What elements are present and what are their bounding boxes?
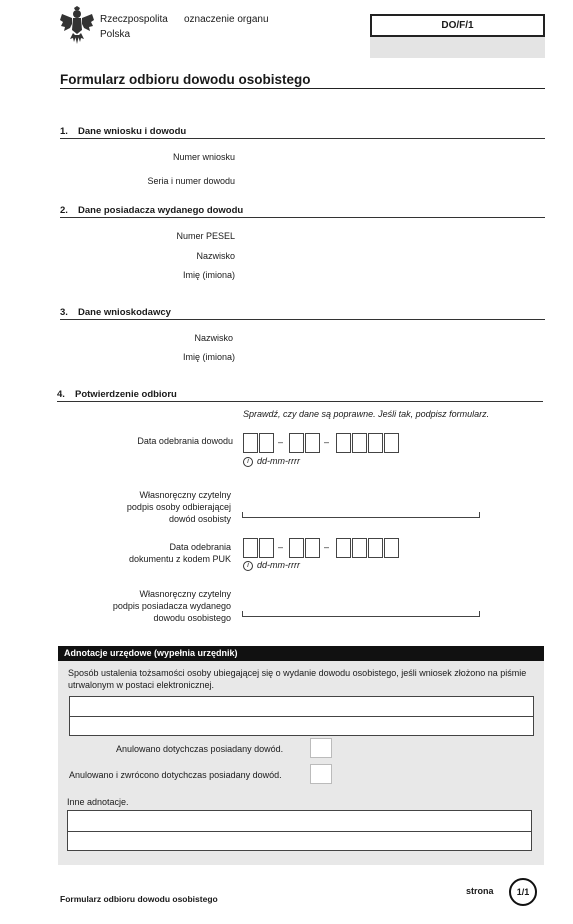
digit-box[interactable]: [259, 538, 274, 558]
digit-box[interactable]: [243, 433, 258, 453]
holder-first-names-label: Imię (imiona): [182, 270, 235, 280]
signature-receiver-field[interactable]: [242, 512, 480, 518]
field-divider: [70, 716, 533, 717]
digit-box[interactable]: [384, 538, 399, 558]
puk-date-month: [289, 538, 321, 558]
signature-holder-label-line3: dowodu osobistego: [153, 613, 231, 623]
signature-receiver-label-line1: Własnoręczny czytelny: [139, 490, 231, 500]
identity-method-text-line1: Sposób ustalenia tożsamości osoby ubiegającej się o wydanie dowodu osobistego, jeśli wniosek złożono na piśmie: [68, 668, 527, 678]
document-id: DO/F/1: [370, 14, 545, 37]
info-icon: i: [243, 457, 253, 467]
official-annotations-heading: Adnotacje urzędowe (wypełnia urzędnik): [58, 646, 544, 661]
digit-box[interactable]: [305, 433, 320, 453]
puk-date-label-line1: Data odebrania: [169, 542, 231, 552]
section-2-number: 2.: [60, 205, 68, 216]
digit-box[interactable]: [289, 538, 304, 558]
signature-receiver-label-line2: podpis osoby odbierającej: [126, 502, 231, 512]
section-3-title: Dane wnioskodawcy: [78, 307, 171, 318]
cancelled-returned-id-label: Anulowano i zwrócono dotychczas posiadany dowód.: [69, 770, 282, 780]
section-4-title: Potwierdzenie odbioru: [75, 389, 177, 400]
other-notes-label: Inne adnotacje.: [67, 797, 129, 807]
receipt-date-format: dd-mm-rrrr: [257, 456, 300, 466]
digit-box[interactable]: [243, 538, 258, 558]
section-3-header: [60, 307, 545, 320]
official-annotations-panel: [58, 646, 544, 865]
signature-receiver-label-line3: dowód osobisty: [168, 514, 231, 524]
receipt-date-label: Data odebrania dowodu: [137, 436, 233, 446]
puk-date-year: [336, 538, 400, 558]
section-4-number: 4.: [57, 389, 65, 400]
country-name-line2: Polska: [100, 29, 131, 40]
applicant-surname-label: Nazwisko: [194, 333, 233, 343]
footer-page-label: strona: [466, 886, 494, 896]
identity-method-text: [68, 667, 538, 691]
applicant-first-names-label: Imię (imiona): [182, 352, 235, 362]
digit-box[interactable]: [336, 538, 351, 558]
section-1-number: 1.: [60, 126, 68, 137]
puk-date-hint: [243, 560, 300, 571]
digit-box[interactable]: [305, 538, 320, 558]
digit-box[interactable]: [384, 433, 399, 453]
section-2-title: Dane posiadacza wydanego dowodu: [78, 205, 244, 216]
signature-holder-label: [90, 588, 231, 624]
form-title: Formularz odbioru dowodu osobistego: [60, 72, 545, 89]
document-id-shaded-field: [370, 37, 545, 58]
date-separator: –: [278, 437, 284, 447]
signature-holder-label-line1: Własnoręczny czytelny: [139, 589, 231, 599]
signature-receiver-label: [90, 489, 231, 525]
section-2-header: [60, 205, 545, 218]
pesel-label: Numer PESEL: [176, 231, 235, 241]
cancelled-returned-id-checkbox[interactable]: [310, 764, 332, 784]
polish-eagle-emblem-icon: [60, 6, 94, 44]
digit-box[interactable]: [368, 538, 383, 558]
signature-holder-label-line2: podpis posiadacza wydanego: [112, 601, 231, 611]
puk-date-day: [243, 538, 275, 558]
digit-box[interactable]: [368, 433, 383, 453]
puk-date-label: [90, 541, 231, 565]
other-notes-field[interactable]: [67, 810, 532, 851]
field-divider: [68, 831, 531, 832]
section-1-title: Dane wniosku i dowodu: [78, 126, 187, 137]
date-separator: –: [278, 542, 284, 552]
page-number-badge: 1/1: [509, 878, 537, 906]
section-3-number: 3.: [60, 307, 68, 318]
digit-box[interactable]: [289, 433, 304, 453]
info-icon: i: [243, 561, 253, 571]
date-separator: –: [324, 542, 330, 552]
signature-holder-field[interactable]: [242, 611, 480, 617]
cancelled-id-checkbox[interactable]: [310, 738, 332, 758]
holder-surname-label: Nazwisko: [196, 251, 235, 261]
puk-date-format: dd-mm-rrrr: [257, 560, 300, 570]
verification-instruction: Sprawdź, czy dane są poprawne. Jeśli tak, podpisz formularz.: [243, 409, 490, 419]
digit-box[interactable]: [352, 538, 367, 558]
organ-designation-label: oznaczenie organu: [184, 14, 269, 25]
cancelled-id-label: Anulowano dotychczas posiadany dowód.: [116, 744, 284, 754]
section-1-header: [60, 126, 545, 139]
puk-date-label-line2: dokumentu z kodem PUK: [128, 554, 231, 564]
footer-form-name: Formularz odbioru dowodu osobistego: [60, 894, 218, 904]
section-4-header: [57, 389, 543, 402]
digit-box[interactable]: [352, 433, 367, 453]
receipt-date-month: [289, 433, 321, 453]
date-separator: –: [324, 437, 330, 447]
receipt-date-hint: [243, 456, 300, 467]
identity-method-field[interactable]: [69, 696, 534, 736]
digit-box[interactable]: [259, 433, 274, 453]
id-series-number-label: Seria i numer dowodu: [147, 176, 235, 186]
receipt-date-year: [336, 433, 400, 453]
country-name-line1: Rzeczpospolita: [100, 14, 168, 25]
receipt-date-day: [243, 433, 275, 453]
identity-method-text-line2: utrwalonym w postaci elektronicznej.: [68, 680, 215, 690]
application-number-label: Numer wniosku: [172, 152, 235, 162]
digit-box[interactable]: [336, 433, 351, 453]
document-id-box: [370, 14, 545, 58]
